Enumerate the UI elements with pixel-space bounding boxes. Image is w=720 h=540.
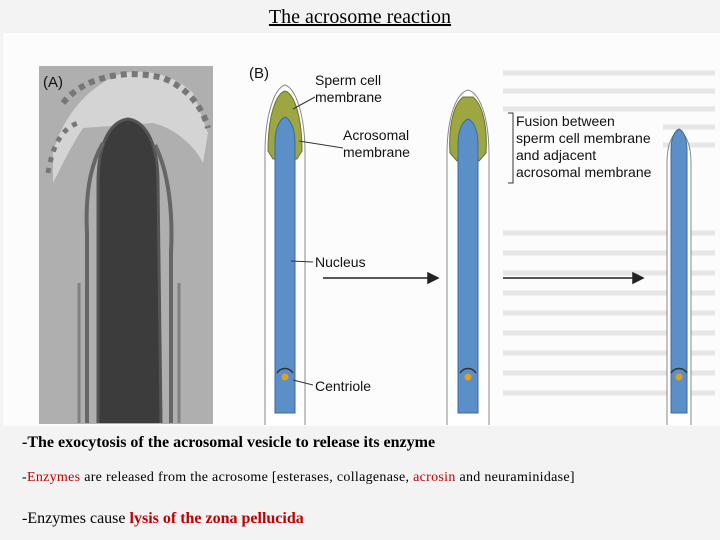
label-sperm-membrane-1: Sperm cell <box>315 72 382 88</box>
figure-svg <box>3 33 720 426</box>
bullet-lysis <box>22 510 304 528</box>
acrosin-term: acrosin <box>413 470 456 485</box>
label-acrosomal-membrane-2: membrane <box>343 144 410 160</box>
enzymes-term: Enzymes <box>26 470 81 485</box>
lysis-term: lysis of the zona pellucida <box>129 510 304 527</box>
bullet-2-dash: - <box>22 470 27 485</box>
label-fusion-1: Fusion between <box>516 113 615 129</box>
label-fusion-3: and adjacent <box>516 147 597 163</box>
bullet-exocytosis: -The exocytosis of the acrosomal vesicle to release its enzyme <box>22 434 436 451</box>
panel-b-label: (B) <box>249 65 269 82</box>
label-fusion-2: sperm cell membrane <box>516 130 651 146</box>
sperm-head-stage-1 <box>265 85 305 425</box>
sperm-head-stage-3 <box>667 129 691 425</box>
panel-a-label: (A) <box>43 74 63 91</box>
micrograph-panel-a <box>39 66 213 424</box>
sperm-head-stage-2 <box>447 90 489 425</box>
bullet-2-end: and neuraminidase] <box>455 470 575 485</box>
bullet-enzymes-released <box>22 470 575 486</box>
centriole-dot-3 <box>676 374 683 381</box>
label-nucleus: Nucleus <box>315 254 366 270</box>
label-fusion-4: acrosomal membrane <box>516 164 652 180</box>
centriole-dot-1 <box>282 374 289 381</box>
label-acrosomal-membrane-1: Acrosomal <box>343 127 410 143</box>
slide-title: The acrosome reaction <box>268 6 452 28</box>
label-centriole: Centriole <box>315 378 372 394</box>
label-sperm-membrane-2: membrane <box>315 89 382 105</box>
acrosome-figure <box>3 33 720 426</box>
bullet-3-start: -Enzymes cause <box>22 510 130 527</box>
centriole-dot-2 <box>465 374 472 381</box>
bullet-2-middle: are released from the acrosome [esterases, collagenase, <box>80 470 414 485</box>
